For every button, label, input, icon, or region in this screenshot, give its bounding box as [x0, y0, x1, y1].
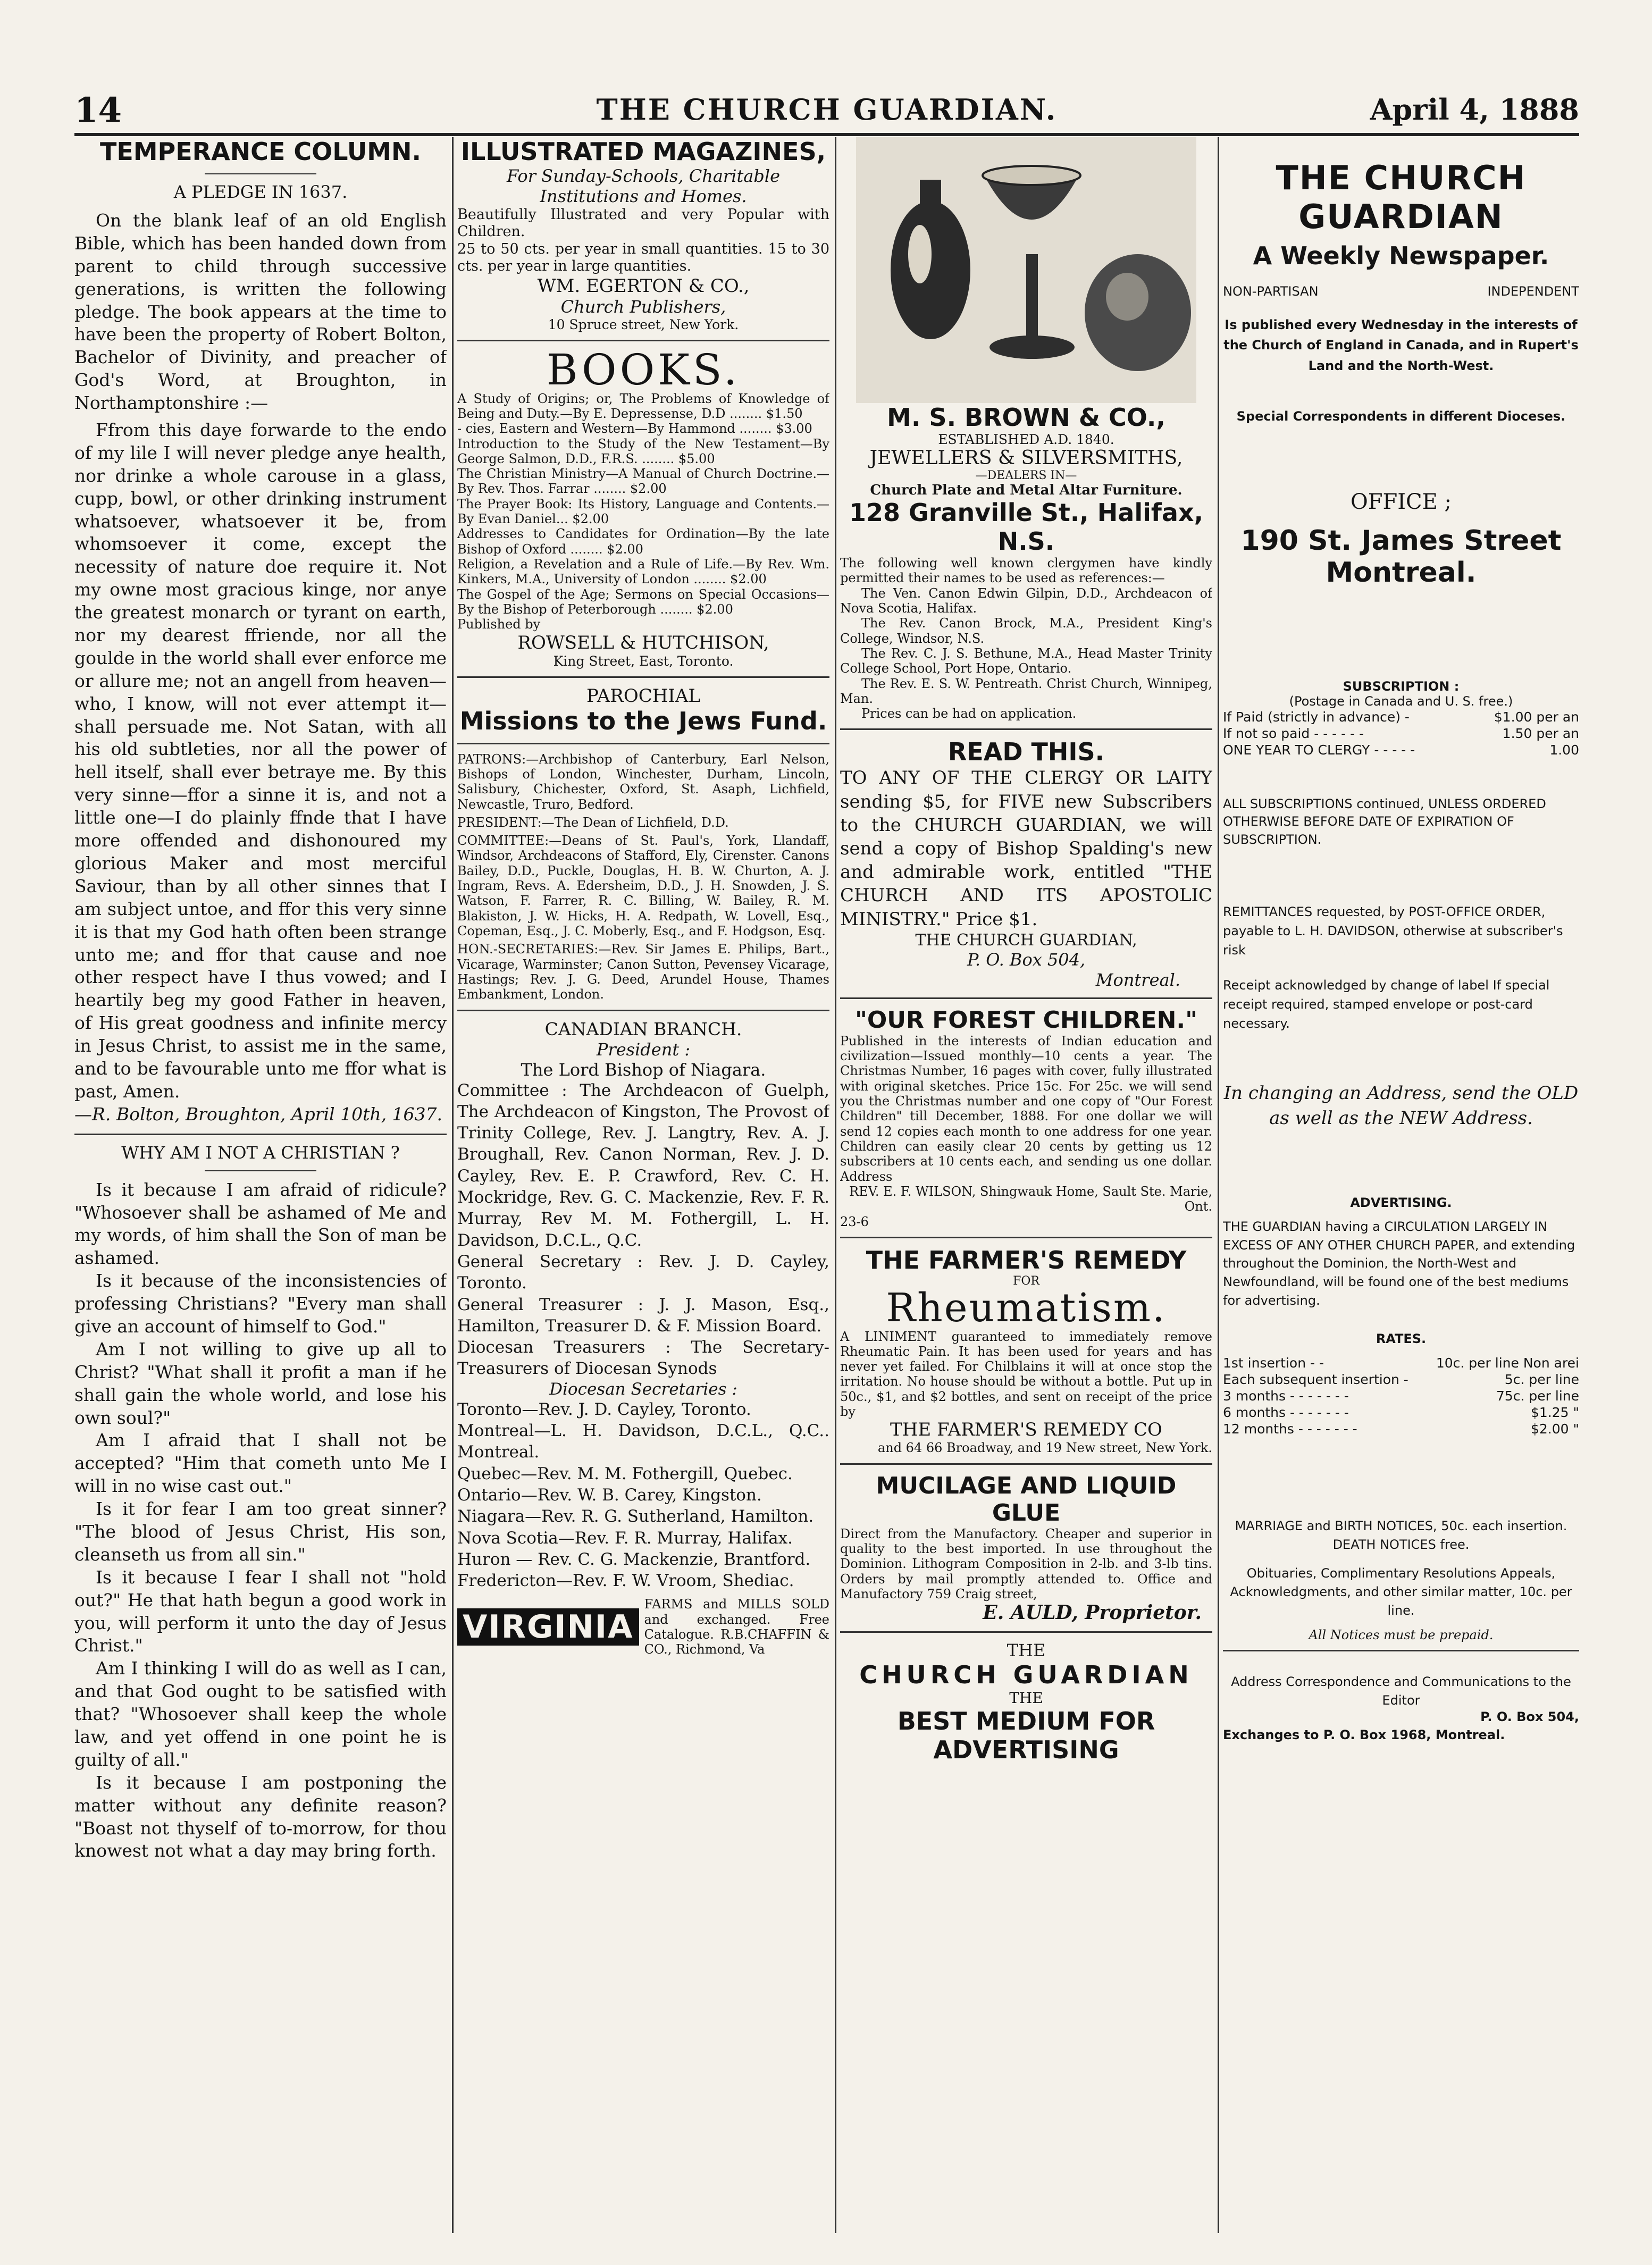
- why-paragraph: Am I afraid that I shall not be accepted? "Him that cometh unto Me I will in no wise cast out.": [74, 1430, 447, 1497]
- divider: [457, 743, 829, 744]
- page-number: 14: [74, 90, 122, 130]
- divider: [205, 1170, 316, 1171]
- canadian-general-treasurer: General Treasurer : J. J. Mason, Esq., Hamilton, Treasurer D. & F. Mission Board.: [457, 1295, 829, 1336]
- rates-value: $1.25 ": [1530, 1404, 1579, 1420]
- divider: [840, 1237, 1212, 1238]
- column-rule: [1218, 137, 1219, 2233]
- read-this-heading: READ THIS.: [947, 737, 1105, 767]
- rates-label: 3 months - - - - - - -: [1223, 1388, 1349, 1404]
- rates-value: 10c. per line Non arei: [1436, 1355, 1579, 1371]
- subscription-label: If not so paid - - - - - -: [1223, 725, 1364, 741]
- rates-value: 75c. per line: [1496, 1388, 1579, 1404]
- why-paragraph: Am I not willing to give up all to Christ? "What shall it profit a man if he shall gain the whole world, and lose his own soul?": [74, 1338, 447, 1428]
- brown-trade: JEWELLERS & SILVERSMITHS,: [869, 447, 1183, 469]
- subscription-row: [1223, 709, 1579, 725]
- issue-date: April 4, 1888: [1370, 93, 1579, 127]
- diocese-item: Fredericton—Rev. F. W. Vroom, Shediac.: [457, 1571, 794, 1591]
- diocesan-secretaries-label: Diocesan Secretaries :: [549, 1379, 737, 1399]
- brown-intro: The following well known clergymen have kindly permitted their names to be used as references:—: [840, 556, 1212, 586]
- brown-prices: Prices can be had on application.: [861, 706, 1077, 722]
- diocese-item: Montreal—L. H. Davidson, D.C.L., Q.C.. Montreal.: [457, 1421, 829, 1462]
- advertising-text: THE GUARDIAN having a CIRCULATION LARGELY IN EXCESS OF ANY OTHER CHURCH PAPER, and extending throughout the Dominion, the North-West and Newfoundland, will be found one of the best mediums for advertising.: [1223, 1219, 1575, 1308]
- rates-row: [1223, 1371, 1579, 1388]
- diocese-item: Ontario—Rev. W. B. Carey, Kingston.: [457, 1485, 762, 1505]
- books-published-by: Published by: [457, 617, 541, 632]
- remittance-note: REMITTANCES requested, by POST-OFFICE ORDER, payable to L. H. DAVIDSON, otherwise at subscriber's risk: [1223, 904, 1563, 958]
- read-this-signature: THE CHURCH GUARDIAN,: [915, 930, 1137, 950]
- why-heading: WHY AM I NOT A CHRISTIAN ?: [121, 1142, 400, 1163]
- book-item: The Prayer Book: Its History, Language and Contents.—By Evan Daniel... $2.00: [457, 496, 829, 527]
- divider: [840, 1463, 1212, 1465]
- pledge-intro: On the blank leaf of an old English Bible, which has been handed down from parent to child through successive generations, is written the following pledge. The book appears at the time to have been the property of Robert Bolton, Bachelor of Divinity, and preacher of God's Word, at Broughton, in Northamptonshire :—: [74, 210, 447, 414]
- subscription-value: $1.00 per an: [1494, 709, 1579, 725]
- forest-children-signature: REV. E. F. WILSON, Shingwauk Home, Sault Ste. Marie, Ont.: [849, 1184, 1212, 1214]
- divider: [840, 728, 1212, 730]
- divider: [205, 173, 316, 174]
- divider: [457, 676, 829, 678]
- pledge-heading: A PLEDGE IN 1637.: [173, 182, 348, 202]
- obituaries-note: Obituaries, Complimentary Resolutions Appeals, Acknowledgments, and other similar matter, 10c. per line.: [1230, 1566, 1572, 1618]
- correspondence-note: Address Correspondence and Communications to the Editor: [1231, 1674, 1571, 1708]
- column-4: [1223, 137, 1579, 2233]
- canadian-committee: Committee : The Archdeacon of Guelph, The Archdeacon of Kingston, The Provost of Trinity College, Rev. J. Langtry, Rev. A. J. Broughall, Rev. Canon Norman, Rev. J. D. Cayley, Rev. E. P. Crawford, Rev. C. H. Mockridge, Rev. G. C. Mackenzie, Rev. F. R. Murray, Rev M. M. Fothergill, L. H. Davidson, D.C.L., Q.C.: [457, 1080, 829, 1250]
- brown-heading: M. S. BROWN & CO.,: [887, 403, 1165, 432]
- subscription-value: 1.50 per an: [1502, 725, 1579, 741]
- book-item: - cies, Eastern and Western—By Hammond ........ $3.00: [457, 421, 812, 437]
- publisher-address: 10 Spruce street, New York.: [548, 316, 739, 332]
- diocese-item: Huron — Rev. C. G. Mackenzie, Brantford.: [457, 1549, 811, 1569]
- subscription-row: [1223, 725, 1579, 742]
- marriage-notice: MARRIAGE and BIRTH NOTICES, 50c. each insertion. DEATH NOTICES free.: [1235, 1518, 1567, 1552]
- rates-table: [1223, 1355, 1579, 1437]
- farmers-remedy-address: and 64 66 Broadway, and 19 New street, New York.: [877, 1440, 1212, 1456]
- book-item: Religion, a Revelation and a Rule of Life.—By Rev. Wm. Kinkers, M.A., University of London ........ $2.00: [457, 557, 829, 587]
- book-item: Addresses to Candidates for Ordination—By the late Bishop of Oxford ........ $2.00: [457, 526, 829, 557]
- cg-ad-the: THE: [1007, 1640, 1046, 1661]
- brown-reference: The Ven. Canon Edwin Gilpin, D.D., Archdeacon of Nova Scotia, Halifax.: [840, 585, 1212, 616]
- rheumatism-heading: Rheumatism.: [886, 1285, 1167, 1331]
- divider: [457, 340, 829, 341]
- rates-label: 6 months - - - - - - -: [1223, 1404, 1349, 1420]
- why-paragraph: Is it because I am postponing the matter without any definite reason? "Boast not thyself of to-morrow, for thou knowest not what a day may bring forth.: [74, 1772, 447, 1861]
- subscription-label: If Paid (strictly in advance) -: [1223, 709, 1410, 725]
- read-this-text: TO ANY OF THE CLERGY OR LAITY sending $5, for FIVE new Subscribers to the CHURCH GUARDIAN, we will send a copy of Bishop Spalding's new and admirable work, entitled "THE CHURCH AND ITS APOSTOLIC MINISTRY." Price $1.: [840, 767, 1212, 930]
- editor-box: P. O. Box 504,: [1480, 1709, 1579, 1725]
- books-heading: BOOKS.: [546, 345, 741, 395]
- diocese-item: Toronto—Rev. J. D. Cayley, Toronto.: [457, 1399, 751, 1419]
- divider: [840, 997, 1212, 999]
- rates-row: [1223, 1355, 1579, 1371]
- book-item: A Study of Origins; or, The Problems of Knowledge of Being and Duty.—By E. Depressense, D.D ........ $1.50: [457, 391, 829, 421]
- books-publisher-address: King Street, East, Toronto.: [553, 653, 734, 669]
- read-this-box: P. O. Box 504,: [967, 949, 1086, 970]
- farmers-remedy-company: THE FARMER'S REMEDY CO: [890, 1419, 1162, 1441]
- exchanges-note: Exchanges to P. O. Box 1968, Montreal.: [1223, 1727, 1505, 1743]
- rates-row: [1223, 1404, 1579, 1421]
- advertising-heading: ADVERTISING.: [1350, 1195, 1452, 1210]
- missions-patrons: PATRONS:—Archbishop of Canterbury, Earl Nelson, Bishops of London, Winchester, Durham, Lincoln, Salisbury, Chichester, Oxford, St. Asaph, Lichfield, Newcastle, Truro, Bedford.: [457, 751, 829, 812]
- brown-reference: The Rev. Canon Brock, M.A., President King's College, Windsor, N.S.: [840, 616, 1212, 646]
- page-header: [74, 90, 1579, 136]
- why-paragraph: Am I thinking I will do as well as I can, and that God ought to be satisfied with that? "Whosoever shall keep the whole law, and yet offend in one point he is guilty of all.": [74, 1658, 447, 1770]
- diocese-item: Nova Scotia—Rev. F. R. Murray, Halifax.: [457, 1528, 793, 1548]
- guardian-subtitle: A Weekly Newspaper.: [1253, 241, 1549, 270]
- magazines-subheading: For Sunday-Schools, Charitable Institutions and Homes.: [506, 166, 781, 206]
- why-paragraph: Is it because of the inconsistencies of professing Christians? "Every man shall give an account of himself to God.": [74, 1270, 447, 1337]
- guardian-correspondents: Special Correspondents in different Dioceses.: [1236, 409, 1566, 424]
- farmers-remedy-heading: THE FARMER'S REMEDY: [866, 1245, 1187, 1274]
- temperance-heading: TEMPERANCE COLUMN.: [99, 137, 422, 166]
- column-rule: [835, 137, 836, 2233]
- parochial-heading: PAROCHIAL: [586, 685, 700, 707]
- books-publisher: ROWSELL & HUTCHISON,: [517, 632, 769, 653]
- canadian-branch-heading: CANADIAN BRANCH.: [544, 1018, 742, 1039]
- rates-value: $2.00 ": [1530, 1421, 1579, 1437]
- diocese-item: Niagara—Rev. R. G. Sutherland, Hamilton.: [457, 1507, 814, 1526]
- book-item: Introduction to the Study of the New Testament—By George Salmon, D.D., F.R.S. ........ $5.00: [457, 436, 829, 466]
- divider: [1223, 1650, 1579, 1651]
- pledge-signature: —R. Bolton, Broughton, April 10th, 1637.: [74, 1103, 443, 1125]
- silver-chalice-illustration: [856, 137, 1196, 403]
- magazines-description: Beautifully Illustrated and very Popular with Children.: [457, 206, 829, 240]
- column-rule: [452, 137, 454, 2233]
- read-this-city: Montreal.: [1095, 969, 1180, 990]
- book-item: The Christian Ministry—A Manual of Church Doctrine.—By Rev. Thos. Farrar ........ $2.00: [457, 466, 829, 497]
- subscription-table: [1223, 709, 1579, 758]
- cg-ad-the-2: THE: [1009, 1689, 1043, 1707]
- brown-dealers: —DEALERS IN—: [975, 469, 1077, 482]
- farmers-remedy-text: A LINIMENT guaranteed to immediately remove Rheumatic Pain. It has been used for years and has never yet failed. For Chilblains it will at once stop the irritation. No house should be without a bottle. Put up in 50c., $1, and $2 bottles, and sent on receipt of the price by: [840, 1329, 1212, 1420]
- farmers-remedy-for: FOR: [1013, 1274, 1039, 1288]
- missions-committee: COMMITTEE:—Deans of St. Paul's, York, Llandaff, Windsor, Archdeacons of Stafford, Ely, Cirenster. Canons Bailey, D.D., Puckle, Douglas, H. B. W. Churton, A. J. Ingram, Revs. A. Edersheim, D.D., J. H. Snowden, J. S. Watson, F. Farrer, R. C. Billing, W. Bailey, R. M. Blakiston, J. W. Hicks, H. A. Redpath, W. Lovell, Esq., Copeman, Esq., J. C. Moberly, Esq., and F. Hodgson, Esq.: [457, 833, 829, 938]
- canadian-general-secretary: General Secretary : Rev. J. D. Cayley, Toronto.: [457, 1252, 829, 1293]
- virginia-ad: [457, 1597, 829, 1657]
- brown-reference: The Rev. E. S. W. Pentreath. Christ Church, Winnipeg, Man.: [840, 676, 1212, 706]
- rates-row: [1223, 1421, 1579, 1437]
- prepaid-note: All Notices must be prepaid.: [1309, 1627, 1494, 1642]
- forest-children-text: Published in the interests of Indian education and civilization—Issued monthly—10 cents a year. The Christmas Number, 16 pages with cover, fully illustrated with original sketches. Price 15c. For 25c. we will send you the Christmas number and one copy of "Our Forest Children" till December, 1888. For one dollar we will send 12 copies each month to one address for one year. Children can easily clear 20 cents by getting us 12 subscribers at 10 cents each, and sending us one dollar. Address: [840, 1033, 1212, 1184]
- why-paragraph: Is it for fear I am too great sinner? "The blood of Jesus Christ, His son, cleanseth us from all sin.": [74, 1498, 447, 1565]
- rates-heading: RATES.: [1376, 1331, 1427, 1346]
- subscription-heading: SUBSCRIPTION :: [1343, 678, 1460, 694]
- forest-children-number: 23-6: [840, 1214, 869, 1229]
- magazines-heading: ILLUSTRATED MAGAZINES,: [460, 137, 826, 166]
- why-paragraph: Is it because I am afraid of ridicule? "Whosoever shall be ashamed of Me and my words, of him shall the Son of man be ashamed.: [74, 1179, 447, 1269]
- brown-reference: The Rev. C. J. S. Bethune, M.A., Head Master Trinity College School, Port Hope, Ontario.: [840, 645, 1212, 676]
- non-partisan-label: NON-PARTISAN: [1223, 284, 1319, 299]
- cg-ad-best-medium: BEST MEDIUM FOR ADVERTISING: [897, 1707, 1155, 1765]
- rates-label: 1st insertion - -: [1223, 1355, 1324, 1371]
- guardian-published: Is published every Wednesday in the interests of the Church of England in Canada, and in Rupert's Land and the North-West.: [1223, 317, 1579, 373]
- office-address: 190 St. James Street Montreal.: [1240, 524, 1562, 589]
- publisher-name: WM. EGERTON & CO.,: [537, 275, 750, 297]
- rates-row: [1223, 1388, 1579, 1404]
- receipt-note: Receipt acknowledged by change of label If special receipt required, stamped envelope or post-card necessary.: [1223, 977, 1550, 1031]
- brown-established: ESTABLISHED A.D. 1840.: [938, 432, 1114, 447]
- masthead-title: THE CHURCH GUARDIAN.: [596, 93, 1058, 127]
- office-label: OFFICE ;: [1350, 489, 1452, 514]
- canadian-diocesan-treasurers: Diocesan Treasurers : The Secretary-Treasurers of Diocesan Synods: [457, 1338, 829, 1379]
- subscription-postage: (Postage in Canada and U. S. free.): [1289, 693, 1513, 709]
- independent-label: INDEPENDENT: [1487, 284, 1579, 299]
- pledge-text: Ffrom this daye forwarde to the endo of my lile I will never pledge anye health, nor drinke a whole carouse in a glass, cupp, bowl, or other drinking instrument whatsoever, whatsoever it be, from whomsoever it come, except the necessity of nature doe require it. Not my owne most gracious kinge, nor anye the greatest monarch or tyrant on earth, nor my dearest ffriende, nor all the goulde in the world shall ever enforce me or allure me; not an angell from heaven—who, I know, will not ever attempt it—shall persuade me. Not Satan, with all his old subtleties, nor all the power of hell itself, shall ever betraye me. By this very sinne—ffor a sinne it is, and not a little one—I do plainly ffnde that I have more offended and dishonoured my glorious Maker and most merciful Saviour, than by all other sinnes that I am subject untoe, and ffor this very sinne it is that my God hath often been strange unto me; and ffor that cause and noe other respect have I thus vowed; and I heartily beg my good Father in heaven, of His great goodness and infinite mercy in Jesus Christ, to assist me in the same, and to be favourable unto me ffor what is past, Amen.: [74, 420, 447, 1102]
- canadian-president-label: President :: [596, 1039, 691, 1060]
- rates-value: 5c. per line: [1504, 1371, 1579, 1387]
- book-item: The Gospel of the Age; Sermons on Special Occasions—By the Bishop of Peterborough ........ $2.00: [457, 586, 829, 617]
- forest-children-heading: "OUR FOREST CHILDREN.": [854, 1006, 1198, 1034]
- canadian-president: The Lord Bishop of Niagara.: [521, 1059, 766, 1080]
- mucilage-heading: MUCILAGE AND LIQUID GLUE: [876, 1472, 1177, 1526]
- missions-heading: Missions to the Jews Fund.: [459, 706, 827, 735]
- brown-plate: Church Plate and Metal Altar Furniture.: [870, 482, 1183, 498]
- guardian-title: THE CHURCH GUARDIAN: [1276, 158, 1527, 236]
- missions-president: PRESIDENT:—The Dean of Lichfield, D.D.: [457, 815, 729, 830]
- subscription-label: ONE YEAR TO CLERGY - - - - -: [1223, 742, 1415, 758]
- address-change-note: In changing an Address, send the OLD as well as the NEW Address.: [1223, 1082, 1579, 1129]
- column-2: [457, 137, 829, 2233]
- divider: [840, 1631, 1212, 1633]
- guardian-stance: [1223, 284, 1579, 299]
- mucilage-text: Direct from the Manufactory. Cheaper and superior in quality to the best imported. In use throughout the Dominion. Lithogram Composition in 2-lb. and 3-lb tins. Orders by mail promptly attended to. Office and Manufactory 759 Craig street,: [840, 1526, 1212, 1601]
- subscription-note: ALL SUBSCRIPTIONS continued, UNLESS ORDERED OTHERWISE BEFORE DATE OF EXPIRATION OF SUBSCRIPTION.: [1223, 796, 1546, 847]
- rates-label: 12 months - - - - - - -: [1223, 1421, 1357, 1437]
- virginia-logo: VIRGINIA: [457, 1608, 639, 1646]
- cg-ad-name: CHURCH GUARDIAN: [859, 1660, 1193, 1690]
- subscription-value: 1.00: [1549, 742, 1579, 758]
- diocese-item: Quebec—Rev. M. M. Fothergill, Quebec.: [457, 1464, 793, 1483]
- why-paragraph: Is it because I fear I shall not "hold out?" He that hath begun a good work in you, will perform it unto the day of Jesus Christ.": [74, 1566, 447, 1656]
- divider: [457, 1010, 829, 1011]
- mucilage-signature: E. AULD, Proprietor.: [983, 1601, 1202, 1624]
- subscription-row: [1223, 742, 1579, 758]
- divider: [74, 1134, 447, 1135]
- column-3: [840, 137, 1212, 2233]
- brown-address: 128 Granville St., Halifax, N.S.: [849, 498, 1204, 556]
- publisher-type: Church Publishers,: [560, 296, 726, 317]
- rates-label: Each subsequent insertion -: [1223, 1371, 1408, 1387]
- magazines-prices: 25 to 50 cts. per year in small quantities. 15 to 30 cts. per year in large quantities.: [457, 240, 829, 275]
- virginia-text: FARMS and MILLS SOLD and exchanged. Free Catalogue. R.B.CHAFFIN & CO., Richmond, Va: [644, 1597, 829, 1657]
- column-1: [74, 137, 447, 2233]
- missions-secretaries: HON.-SECRETARIES:—Rev. Sir James E. Philips, Bart., Vicarage, Warminster; Canon Sutton, Pevensey Vicarage, Hastings; Rev. J. G. Deed, Arundel House, Thames Embankment, London.: [457, 942, 829, 1002]
